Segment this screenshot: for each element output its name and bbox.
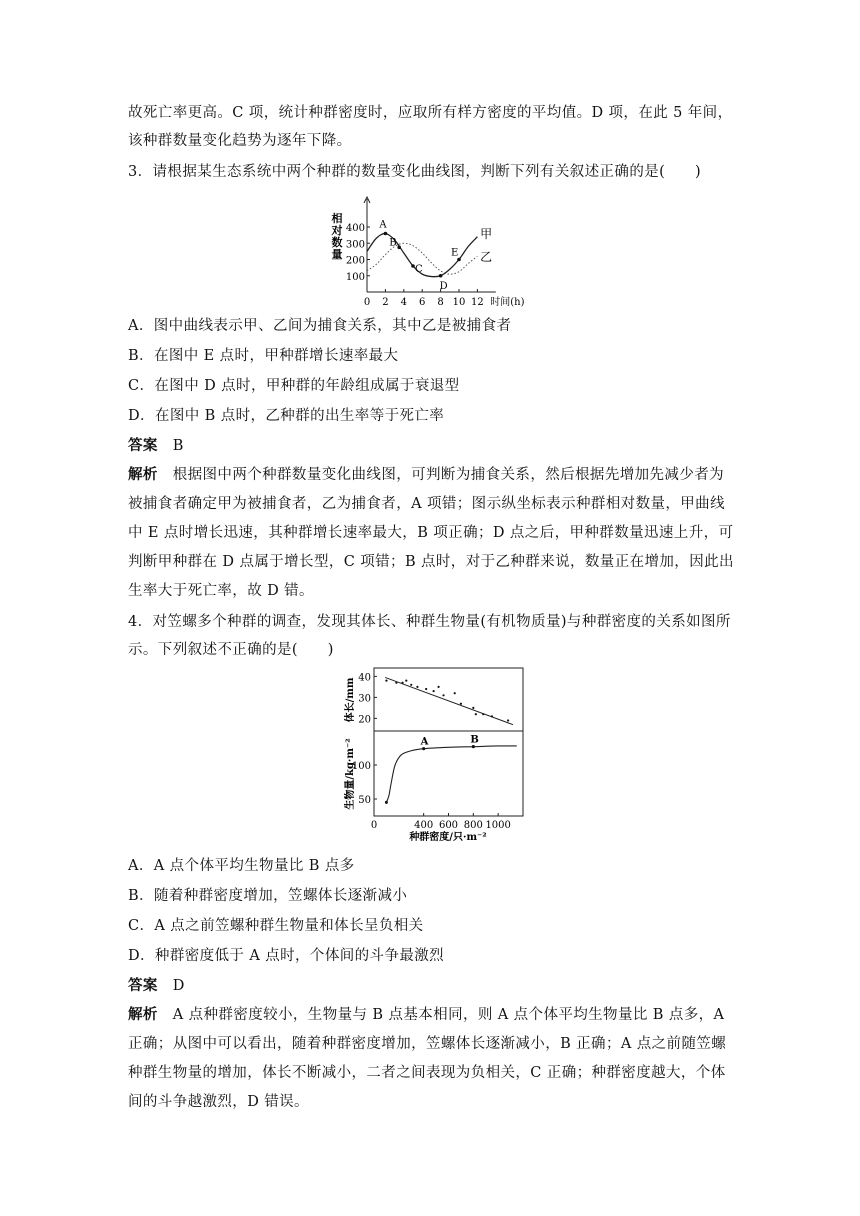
option-3c: C．在图中 D 点时，甲种群的年龄组成属于衰退型	[128, 378, 460, 394]
y-axis-label-char: 量	[331, 248, 343, 261]
point-A	[384, 232, 388, 236]
top-panel-frame	[374, 668, 523, 731]
point-label-D: D	[439, 280, 448, 292]
biomass-curve	[386, 746, 516, 802]
series-jia-label: 甲	[480, 226, 493, 241]
explanation-4-line-1	[128, 1005, 738, 1025]
option-4b: B．随着种群密度增加，笠螺体长逐渐减小	[128, 888, 408, 904]
scatter-point	[410, 684, 412, 686]
scatter-point	[405, 680, 407, 682]
option-3d: D．在图中 B 点时，乙种群的出生率等于死亡率	[128, 408, 445, 424]
top-y-tick-label: 20	[358, 714, 371, 726]
chart-1-plot	[331, 197, 525, 308]
scatter-point	[454, 692, 456, 694]
x-axis-label: 时间(h)	[490, 297, 525, 308]
explanation-3-line-5: 生率大于死亡率，故 D 错。	[128, 583, 314, 599]
scatter-point	[507, 719, 509, 721]
explanation-text: 根据图中两个种群数量变化曲线图，可判断为捕食关系，然后根据先增加先减少者为	[172, 467, 725, 483]
scatter-point	[433, 690, 435, 692]
answer-value: D	[172, 978, 185, 994]
x-axis-label: 种群密度/只·m⁻²	[409, 832, 487, 842]
scatter-point	[437, 686, 439, 688]
bottom-y-axis-label: 生物量/kg·m⁻²	[345, 738, 356, 810]
series-yi-label: 乙	[480, 250, 493, 265]
explanation-label: 解析	[128, 1007, 158, 1023]
explanation-3-line-1	[128, 465, 738, 485]
limpet-density-chart	[340, 664, 530, 842]
answer-value: B	[172, 438, 184, 454]
bottom-y-tick-label: 100	[351, 761, 371, 772]
scatter-point	[472, 707, 474, 709]
answer-3	[128, 436, 738, 456]
option-3b: B．在图中 E 点时，甲种群增长速率最大	[128, 348, 399, 364]
option-4c: C．A 点之前笠螺种群生物量和体长呈负相关	[128, 918, 424, 934]
x-tick-label: 800	[463, 820, 483, 831]
bottom-y-tick-label: 50	[358, 795, 371, 806]
explanation-3-line-2: 被捕食者确定甲为被捕食者，乙为捕食者，A 项错；图示纵坐标表示种群相对数量，甲曲线	[128, 496, 725, 512]
answer-label: 答案	[128, 438, 158, 454]
scatter-point	[475, 713, 477, 715]
x-tick-label: 1000	[485, 820, 511, 831]
x-tick-label: 0	[363, 297, 371, 308]
text-line: 该种群数量变化趋势为逐年下降。	[128, 133, 352, 149]
point-B	[397, 246, 401, 250]
explanation-label: 解析	[128, 467, 158, 483]
y-tick-label: 100	[345, 271, 365, 283]
y-axis-label-char: 对	[331, 224, 343, 237]
scatter-point	[460, 703, 462, 705]
x-tick-label: 400	[414, 820, 434, 831]
x-tick-label: 4	[400, 297, 407, 308]
point-D	[439, 274, 443, 278]
y-axis-label-char: 相	[331, 212, 343, 225]
answer-4	[128, 976, 738, 996]
y-axis-label-char: 数	[331, 236, 343, 249]
option-4d: D．种群密度低于 A 点时，个体间的斗争最激烈	[128, 948, 445, 964]
x-tick-label: 600	[438, 820, 459, 831]
option-4a: A．A 点个体平均生物量比 B 点多	[128, 858, 355, 874]
top-y-tick-label: 40	[358, 672, 371, 684]
point-label-C: C	[415, 264, 423, 275]
x-tick-label: 8	[437, 297, 444, 308]
y-tick-label: 300	[345, 239, 365, 251]
explanation-4-line-3: 种群生物量的增加，体长不断减小，二者之间表现为负相关，C 正确；种群密度越大，个体	[128, 1065, 726, 1081]
answer-label: 答案	[128, 978, 158, 994]
trend-line	[385, 677, 513, 724]
point-label-A: A	[379, 219, 387, 231]
point-label-A: A	[420, 736, 429, 748]
top-y-axis-label: 体长/mm	[345, 677, 356, 723]
x-tick-label: 2	[382, 297, 389, 308]
explanation-4-line-4: 间的斗争越激烈，D 错误。	[128, 1094, 309, 1110]
population-curve-chart	[330, 195, 540, 313]
scatter-point	[385, 680, 387, 682]
chart-2-plot	[343, 668, 523, 842]
question-3-stem: 3．请根据某生态系统中两个种群的数量变化曲线图，判断下列有关叙述正确的是( )	[128, 164, 702, 180]
point-label-B: B	[389, 237, 397, 249]
x-tick-label: 0	[370, 820, 378, 831]
scatter-point	[425, 688, 427, 690]
scatter-point	[442, 694, 444, 696]
explanation-text: A 点种群密度较小，生物量与 B 点基本相同，则 A 点个体平均生物量比 B 点多，A	[172, 1007, 725, 1023]
text-line: 故死亡率更高。C 项，统计种群密度时，应取所有样方密度的平均值。D 项，在此 5 年间，	[128, 105, 733, 121]
question-4-stem-1: 4．对笠螺多个种群的调查，发现其体长、种群生物量(有机物质量)与种群密度的关系如图所	[128, 614, 731, 630]
scatter-point	[416, 686, 418, 688]
bottom-panel-frame	[374, 731, 523, 816]
option-3a: A．图中曲线表示甲、乙间为捕食关系，其中乙是被捕食者	[128, 318, 512, 334]
biomass-start-point	[385, 801, 388, 804]
y-tick-label: 400	[345, 223, 365, 234]
question-4-stem-2: 示。下列叙述不正确的是( )	[128, 642, 334, 658]
explanation-3-line-4: 判断甲种群在 D 点属于增长型，C 项错；B 点时，对于乙种群来说，数量正在增加，因此出	[128, 554, 734, 570]
point-label-E: E	[451, 247, 459, 259]
explanation-3-line-3: 中 E 点时增长迅速，其种群增长速率最大，B 项正确；D 点之后，甲种群数量迅速上升，可	[128, 525, 734, 541]
top-y-tick-label: 30	[358, 693, 371, 705]
y-tick-label: 200	[345, 255, 365, 267]
x-tick-label: 6	[419, 297, 426, 308]
explanation-4-line-2: 正确；从图中可以看出，随着种群密度增加，笠螺体长逐渐减小，B 正确；A 点之前随笠螺	[128, 1036, 727, 1052]
point-label-B: B	[470, 734, 479, 746]
x-tick-label: 10	[452, 297, 466, 308]
x-tick-label: 12	[471, 297, 484, 308]
